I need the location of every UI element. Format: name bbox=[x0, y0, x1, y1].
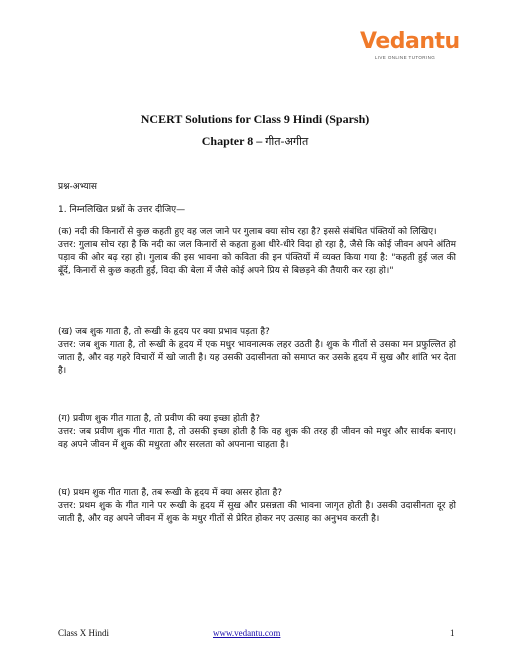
question-text: (घ) प्रथम शुक गीत गाता है, तब रूखी के हृदय में क्या असर होता है? bbox=[58, 488, 283, 498]
question-text: (ग) प्रवीण शुक गीत गाता है, तो प्रवीण की क्या इच्छा होती है? bbox=[58, 414, 260, 424]
vedantu-logo bbox=[360, 29, 460, 60]
qa-block bbox=[58, 326, 456, 378]
chapter-prefix: Chapter 8 – bbox=[201, 134, 266, 148]
qa-block bbox=[58, 226, 456, 278]
footer-link[interactable]: www.vedantu.com bbox=[213, 628, 281, 638]
qa-block bbox=[58, 487, 456, 526]
page-number: 1 bbox=[450, 628, 455, 638]
section-heading: प्रश्न-अभ्यास bbox=[58, 182, 97, 192]
question-text: (ख) जब शुक गाता है, तो रूखी के हृदय पर क्या प्रभाव पड़ता है? bbox=[58, 327, 270, 337]
answer-text: उत्तर: प्रथम शुक के गीत गाने पर रूखी के हृदय में सुख और प्रसन्नता की भावना जागृत होती है। उसकी उदासीनता दूर हो जाती है, और वह अपने जीवन में शुक के मधुर गीतों से प्रेरित होकर नए उत्साह का अनुभव करती है। bbox=[58, 501, 456, 524]
answer-text: उत्तर: जब प्रवीण शुक गीत गाता है, तो उसकी इच्छा होती है कि वह शुक की तरह ही जीवन को मधुर और सार्थक बनाए। वह अपने जीवन में शुक की मधुरता और सरलता को अपनाना चाहता है। bbox=[58, 427, 456, 450]
chapter-title bbox=[0, 134, 510, 149]
question-heading: 1. निम्नलिखित प्रश्नों के उत्तर दीजिए— bbox=[58, 205, 186, 215]
footer-class: Class X Hindi bbox=[58, 628, 110, 638]
logo-tagline: LIVE ONLINE TUTORING bbox=[374, 55, 436, 60]
question-text: (क) नदी की किनारों से कुछ कहती हुए वह जल जाने पर गुलाब क्या सोच रहा है? इससे संबंधित पंक्तियों को लिखिए। bbox=[58, 227, 437, 237]
answer-text: उत्तर: गुलाब सोच रहा है कि नदी का जल किनारों से कहता हुआ धीरे-धीरे विदा हो रहा है, जैसे कि कोई जीवन अपने अंतिम पड़ाव की ओर बढ़ रहा हो। गुलाब की इस भावना को कविता की इन पंक्तियों में व्यक्त किया गया है: "कहती हुई जल की बूँदें, किनारों से कुछ कहती हुईं, विदा की बेला में जैसे कोई अपने प्रिय से बिछड़ने की तैयारी कर रहा हो।" bbox=[58, 240, 456, 276]
logo-wordmark: Vedantu bbox=[360, 29, 460, 54]
answer-text: उत्तर: जब शुक गाता है, तो रूखी के हृदय में एक मधुर भावनात्मक लहर उठती है। शुक के गीतों से उसका मन प्रफुल्लित हो जाता है, और वह गहरे विचारों में खो जाती है। यह उसकी उदासीनता को समाप्त कर उसके हृदय में सुख और शांति भर देता है। bbox=[58, 340, 456, 376]
qa-block bbox=[58, 413, 456, 452]
page-title: NCERT Solutions for Class 9 Hindi (Sparsh) bbox=[140, 112, 370, 126]
chapter-name: गीत-अगीत bbox=[265, 135, 309, 148]
